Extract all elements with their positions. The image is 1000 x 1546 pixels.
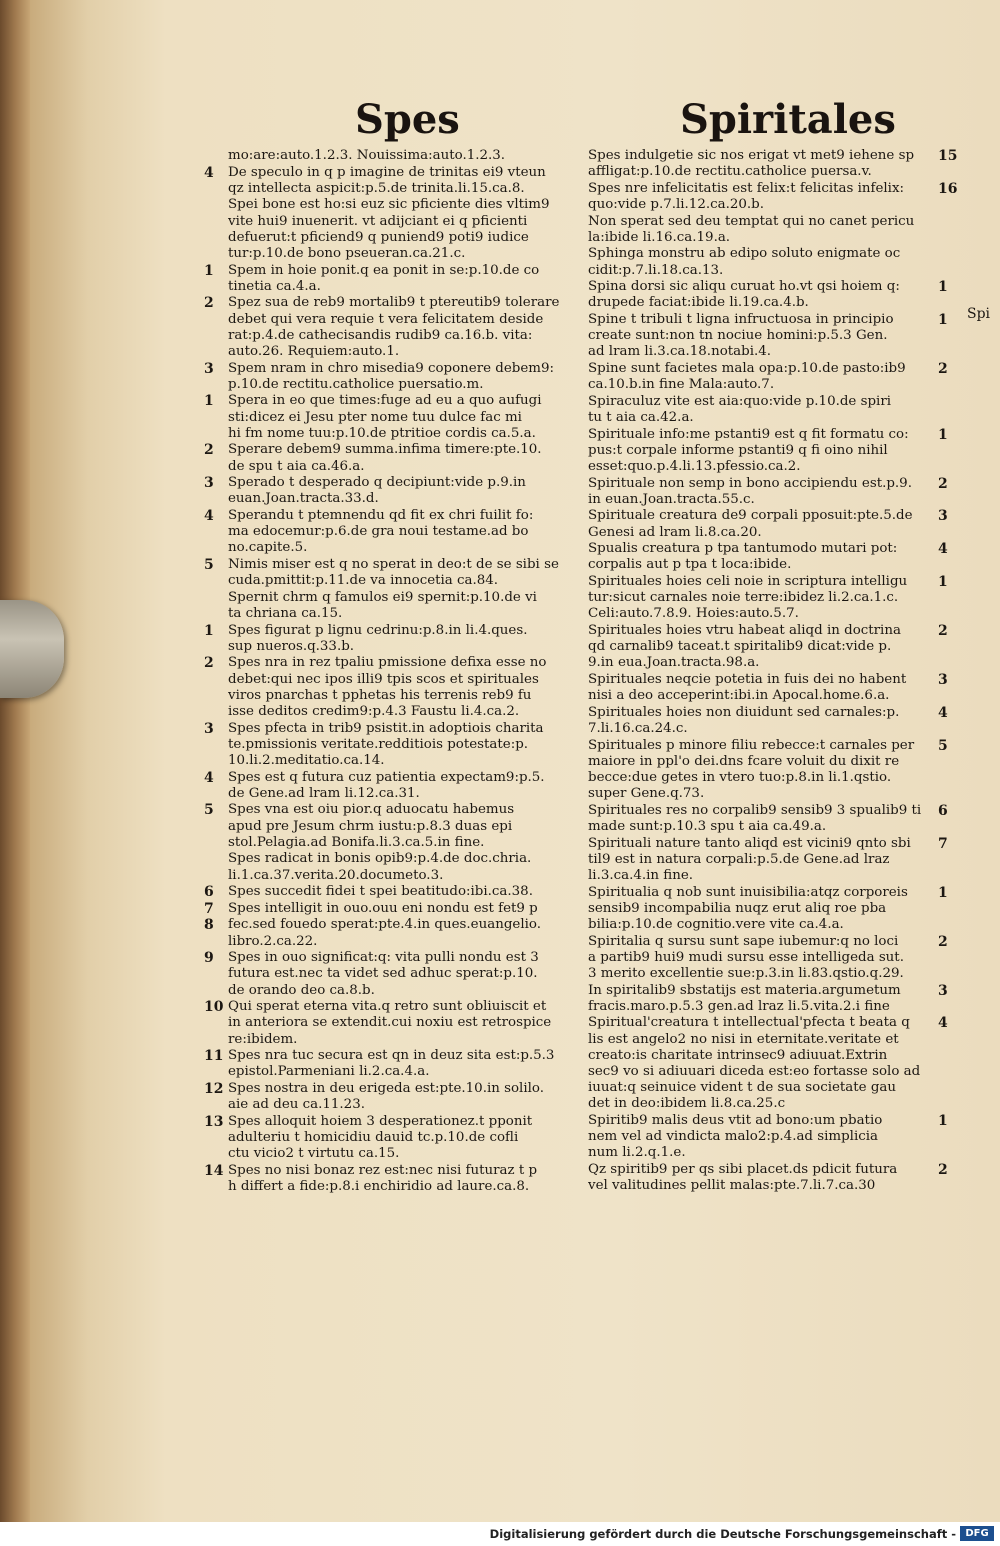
index-entry (588, 148, 958, 180)
index-entry (588, 1112, 948, 1162)
entry-number: 6 (938, 802, 948, 819)
index-entry (204, 950, 570, 999)
index-entry (228, 148, 570, 164)
entry-line: Spera in eo que times:fuge ad eu a quo aufugi (228, 393, 542, 409)
entry-number: 3 (204, 475, 214, 492)
entry-line: Non sperat sed deu temptat qui no canet pericu (588, 213, 915, 229)
index-entry (588, 508, 948, 540)
entry-line: Sperandu t ptemnendu qd fit ex chri fuilit fo: (228, 507, 534, 523)
entry-number: 1 (938, 884, 948, 901)
entry-line: Spiraculuz vite est aia:quo:vide p.10.de spiri (588, 393, 892, 409)
index-entry (588, 475, 948, 508)
entry-line: quo:vide p.7.li.12.ca.20.b. (588, 197, 764, 212)
entry-line: sti:dicez ei Jesu pter nome tuu dulce fac mi (228, 409, 522, 425)
index-entry (588, 311, 948, 361)
entry-line: Sphinga monstru ab edipo soluto enigmate oc (588, 246, 901, 262)
entry-line: 9.in eua.Joan.tracta.98.a. (588, 655, 760, 671)
entry-line: Qui sperat eterna vita.q retro sunt obliuiscit et (228, 999, 547, 1015)
entry-line: Spes intelligit in ouo.ouu eni nondu est fet9 p (228, 900, 538, 916)
entry-line: debet qui vera requie t vera felicitatem deside (228, 311, 544, 327)
entry-line: Spes pfecta in trib9 psistit.in adoptiois charita (228, 720, 544, 736)
entry-line: Spiritual'creatura t intellectual'pfecta t beata q (588, 1015, 910, 1031)
entry-line: Spina dorsi sic aliqu curuat ho.vt qsi hoiem q: (588, 279, 900, 295)
index-entry (588, 982, 948, 1015)
entry-line: Sperado t desperado q decipiunt:vide p.9.in (228, 475, 526, 491)
entry-line: adulteriu t homicidiu dauid tc.p.10.de cofli (228, 1129, 519, 1145)
entry-line: Spirituales neqcie potetia in fuis dei no habent (588, 671, 907, 687)
entry-line: fec.sed fouedo sperat:pte.4.in ques.euangelio. (228, 917, 541, 933)
index-entry (588, 246, 933, 278)
entry-line: de spu t aia ca.46.a. (228, 458, 365, 474)
entry-line: Spine sunt facietes mala opa:p.10.de pasto:ib9 (588, 360, 906, 376)
left-column (204, 148, 570, 1196)
index-entry (588, 1161, 948, 1194)
index-entry (588, 704, 948, 737)
index-entry (204, 475, 570, 507)
entry-line: rat:p.4.de cathecisandis rudib9 ca.16.b. vita: (228, 327, 533, 343)
entry-line: hi fm nome tuu:p.10.de ptritioe cordis ca.5.a. (228, 425, 536, 441)
entry-line: Spes nra tuc secura est qn in deuz sita est:p.5.3 (228, 1048, 555, 1064)
entry-number: 1 (204, 262, 214, 279)
entry-number: 2 (938, 1161, 948, 1178)
entry-line: cidit:p.7.li.18.ca.13. (588, 262, 724, 278)
entry-line: affligat:p.10.de rectitu.catholice puersa.v. (588, 164, 872, 180)
index-entry (204, 884, 570, 901)
entry-line: Spirituales p minore filiu rebecce:t carnales per (588, 737, 915, 753)
entry-line: euan.Joan.tracta.33.d. (228, 491, 379, 507)
entry-line: tinetia ca.4.a. (228, 278, 321, 294)
entry-line: isse deditos credim9:p.4.3 Faustu li.4.ca.2. (228, 703, 520, 719)
entry-line: Spine t tribuli t ligna infructuosa in principio (588, 311, 894, 327)
header-left: Spes (355, 96, 460, 143)
entry-line: a partib9 hui9 mudi sursu esse intelligeda sut. (588, 949, 904, 965)
entry-number: 4 (204, 164, 214, 181)
entry-line: epistol.Parmeniani li.2.ca.4.a. (228, 1064, 430, 1080)
entry-number: 15 (938, 148, 958, 164)
entry-number: 5 (938, 737, 948, 754)
entry-number: 4 (938, 1015, 948, 1032)
entry-line: debet:qui nec ipos illi9 tpis scos et spirituales (228, 671, 539, 687)
entry-line: til9 est in natura corpali:p.5.de Gene.ad lraz (588, 851, 890, 867)
index-entry (588, 214, 933, 246)
entry-line: Spirituales res no corpalib9 sensib9 3 spualib9 ti (588, 802, 922, 818)
index-entry (204, 1080, 570, 1113)
entry-line: Spes radicat in bonis opib9:p.4.de doc.chria. (228, 851, 532, 867)
entry-line: 7.li.16.ca.24.c. (588, 720, 688, 736)
entry-line: Spez sua de reb9 mortalib9 t ptereutib9 tolerare (228, 295, 560, 311)
entry-number: 1 (938, 311, 948, 328)
entry-line: Sperare debem9 summa.infima timere:pte.10. (228, 442, 542, 458)
margin-note: Spi (967, 306, 991, 322)
entry-number: 16 (938, 180, 958, 197)
entry-number: 7 (938, 835, 948, 852)
entry-line: re:ibidem. (228, 1031, 298, 1047)
entry-line: Spirituali nature tanto aliqd est vicini9 qnto sbi (588, 835, 911, 851)
entry-line: auto.26. Requiem:auto.1. (228, 344, 400, 359)
entry-line: Spei bone est ho:si euz sic pficiente dies vltim9 (228, 197, 550, 213)
entry-line: Nimis miser est q no sperat in deo:t de se sibi se (228, 556, 559, 572)
entry-line: te.pmissionis veritate.redditiois potestate:p. (228, 736, 529, 752)
entry-number: 3 (204, 720, 214, 737)
entry-line: nem vel ad vindicta malo2:p.4.ad simplicia (588, 1129, 879, 1145)
index-entry (204, 622, 570, 655)
entry-line: Spernit chrm q famulos ei9 spernit:p.10.de vi (228, 589, 537, 605)
entry-number: 2 (204, 295, 214, 312)
entry-line: no.capite.5. (228, 540, 308, 556)
entry-number: 1 (938, 279, 948, 296)
entry-line: Spes alloquit hoiem 3 desperationez.t pponit (228, 1113, 533, 1129)
entry-line: Spirituale creatura de9 corpali pposuit:pte.5.de (588, 508, 913, 524)
entry-line: becce:due getes in vtero tuo:p.8.in li.1.qstio. (588, 769, 892, 785)
index-entry (588, 933, 948, 983)
entry-line: Spes nra in rez tpaliu pmissione defixa esse no (228, 655, 547, 671)
entry-number: 1 (204, 393, 214, 410)
entry-line: cuda.pmittit:p.11.de va innocetia ca.84. (228, 573, 499, 589)
index-entry (588, 279, 948, 311)
entry-line: made sunt:p.10.3 spu t aia ca.49.a. (588, 818, 827, 834)
index-entry (204, 999, 570, 1048)
entry-line: in euan.Joan.tracta.55.c. (588, 491, 755, 507)
entry-number: 1 (938, 1112, 948, 1129)
index-entry (588, 622, 948, 672)
entry-line: de Gene.ad lram li.12.ca.31. (228, 785, 420, 801)
index-entry (228, 590, 570, 622)
index-entry (588, 802, 948, 835)
index-entry (204, 393, 570, 442)
index-entry (228, 197, 570, 262)
entry-line: tur:p.10.de bono pseueran.ca.21.c. (228, 246, 466, 261)
entry-number: 11 (204, 1048, 224, 1065)
entry-number: 4 (938, 541, 948, 558)
entry-line: defuerut:t pficiend9 q puniend9 poti9 iudice (228, 229, 529, 245)
entry-line: Spem nram in chro misedia9 coponere debem9: (228, 360, 555, 376)
entry-line: nisi a deo acceperint:ibi.in Apocal.home.6.a. (588, 688, 890, 704)
entry-number: 10 (204, 999, 224, 1016)
entry-line: Spem in hoie ponit.q ea ponit in se:p.10.de co (228, 262, 540, 278)
entry-line: det in deo:ibidem li.8.ca.25.c (588, 1096, 786, 1112)
entry-line: ad lram li.3.ca.18.notabi.4. (588, 344, 772, 360)
entry-line: ta chriana ca.15. (228, 605, 343, 621)
entry-number: 2 (204, 442, 214, 459)
entry-line: vel valitudines pellit malas:pte.7.li.7.ca.30 (588, 1178, 876, 1194)
entry-line: de orando deo ca.8.b. (228, 982, 375, 998)
entry-number: 13 (204, 1113, 224, 1130)
index-entry (204, 1113, 570, 1163)
entry-line: Spiritib9 malis deus vtit ad bono:um pbatio (588, 1112, 883, 1128)
entry-line: De speculo in q p imagine de trinitas ei9 vteun (228, 164, 546, 180)
index-entry (204, 262, 570, 295)
entry-number: 2 (938, 933, 948, 950)
index-entry (204, 802, 570, 851)
entry-line: Genesi ad lram li.8.ca.20. (588, 524, 762, 540)
footer-credit: Digitalisierung gefördert durch die Deutsche Forschungsgemeinschaft - (489, 1527, 956, 1541)
entry-line: li.3.ca.4.in fine. (588, 867, 694, 883)
entry-line: qz intellecta aspicit:p.5.de trinita.li.15.ca.8. (228, 180, 525, 196)
entry-line: Spirituales hoies celi noie in scriptura intelligu (588, 573, 908, 589)
entry-number: 3 (938, 508, 948, 525)
entry-line: Spes figurat p lignu cedrinu:p.8.in li.4.ques. (228, 622, 528, 638)
entry-line: Spes indulgetie sic nos erigat vt met9 iehene sp (588, 148, 915, 163)
entry-number: 4 (938, 704, 948, 721)
entry-line: sup nueros.q.33.b. (228, 638, 355, 654)
entry-number: 2 (938, 475, 948, 492)
entry-line: viros pnarchas t pphetas his terrenis reb9 fu (228, 687, 532, 703)
entry-line: stol.Pelagia.ad Bonifa.li.3.ca.5.in fine. (228, 834, 485, 850)
entry-number: 3 (938, 982, 948, 999)
index-entry (588, 573, 948, 623)
entry-line: Spirituales hoies vtru habeat aliqd in doctrina (588, 622, 901, 638)
entry-line: iuuat:q seinuice vident t de sua societate gau (588, 1080, 897, 1096)
entry-number: 3 (938, 671, 948, 688)
index-entry (588, 426, 948, 476)
entry-number: 1 (938, 426, 948, 443)
dfg-logo: DFG (960, 1526, 994, 1541)
entry-line: h differt a fide:p.8.i enchiridio ad laure.ca.8. (228, 1178, 530, 1194)
entry-line: Spes succedit fidei t spei beatitudo:ibi.ca.38. (228, 884, 533, 900)
header-right: Spiritales (680, 96, 896, 143)
entry-line: fracis.maro.p.5.3 gen.ad lraz li.5.vita.2.i fine (588, 998, 890, 1014)
index-entry (588, 884, 948, 934)
entry-line: 10.li.2.meditatio.ca.14. (228, 752, 385, 768)
index-entry (588, 835, 948, 885)
entry-line: Celi:auto.7.8.9. Hoies:auto.5.7. (588, 606, 799, 622)
index-entry (204, 507, 570, 557)
index-entry (204, 295, 570, 360)
entry-line: mo:are:auto.1.2.3. Nouissima:auto.1.2.3. (228, 148, 506, 163)
index-entry (588, 737, 948, 803)
index-entry (204, 769, 570, 802)
entry-line: libro.2.ca.22. (228, 933, 318, 949)
entry-line: Spes vna est oiu pior.q aduocatu habemus (228, 802, 515, 818)
entry-number: 2 (204, 655, 214, 672)
entry-line: 3 merito excellentie sue:p.3.in li.83.qstio.q.29. (588, 965, 904, 981)
entry-number: 4 (204, 769, 214, 786)
entry-number: 5 (204, 802, 214, 819)
index-entry (204, 360, 570, 393)
entry-line: Spirituale non semp in bono accipiendu est.p.9. (588, 475, 912, 491)
entry-line: li.1.ca.37.verita.20.documeto.3. (228, 867, 444, 883)
entry-number: 4 (204, 507, 214, 524)
entry-line: In spiritalib9 sbstatijs est materia.argumetum (588, 982, 901, 998)
entry-line: sec9 vo si adiuuari diceda est:eo fortasse solo ad (588, 1063, 921, 1079)
index-entry (204, 900, 570, 917)
entry-line: aie ad deu ca.11.23. (228, 1097, 365, 1113)
entry-number: 2 (938, 622, 948, 639)
right-column (588, 148, 958, 1195)
entry-line: pus:t corpale informe pstanti9 q fi oino nihil (588, 442, 888, 458)
index-entry (588, 671, 948, 704)
index-entry (204, 164, 570, 197)
entry-line: drupede faciat:ibide li.19.ca.4.b. (588, 295, 809, 311)
entry-number: 2 (938, 360, 948, 377)
entry-line: tu t aia ca.42.a. (588, 409, 694, 425)
entry-number: 9 (204, 950, 214, 967)
entry-line: corpalis aut p tpa t loca:ibide. (588, 557, 792, 573)
index-entry (204, 655, 570, 720)
index-entry (588, 1015, 948, 1112)
entry-line: super Gene.q.73. (588, 786, 705, 802)
entry-number: 7 (204, 900, 214, 917)
entry-line: creato:is charitate intrinsec9 adiuuat.Extrin (588, 1047, 888, 1063)
entry-line: p.10.de rectitu.catholice puersatio.m. (228, 376, 484, 392)
entry-line: la:ibide li.16.ca.19.a. (588, 229, 731, 245)
index-entry (588, 180, 958, 213)
index-entry (588, 360, 948, 393)
entry-number: 1 (938, 573, 948, 590)
footer-bar (0, 1522, 1000, 1546)
entry-line: futura est.nec ta videt sed adhuc sperat:p.10. (228, 966, 538, 982)
entry-line: esset:quo.p.4.li.13.pfessio.ca.2. (588, 458, 801, 474)
entry-line: Spirituale info:me pstanti9 est q fit formatu co: (588, 426, 909, 442)
index-entry (588, 394, 933, 426)
entry-line: Spes no nisi bonaz rez est:nec nisi futuraz t p (228, 1162, 538, 1178)
entry-line: ctu vicio2 t virtutu ca.15. (228, 1146, 400, 1162)
entry-number: 3 (204, 360, 214, 377)
index-entry (204, 1162, 570, 1195)
entry-line: ma edocemur:p.6.de gra noui testame.ad bo (228, 524, 529, 540)
entry-line: qd carnalib9 taceat.t spiritalib9 dicat:vide p. (588, 639, 892, 655)
entry-line: ca.10.b.in fine Mala:auto.7. (588, 377, 775, 393)
entry-number: 12 (204, 1080, 224, 1097)
entry-line: Spiritalia q sursu sunt sape iubemur:q no loci (588, 933, 899, 949)
entry-line: Spes in ouo significat:q: vita pulli nondu est 3 (228, 950, 539, 966)
entry-line: maiore in ppl'o dei.dns fcare voluit du dixit re (588, 753, 900, 769)
entry-line: Qz spiritib9 per qs sibi placet.ds pdicit futura (588, 1161, 898, 1177)
entry-line: Spes nre infelicitatis est felix:t felicitas infelix: (588, 180, 905, 196)
index-entry (228, 851, 570, 883)
book-clasp (0, 600, 64, 698)
entry-line: vite hui9 inuenerit. vt adijciant ei q pficienti (228, 213, 528, 229)
entry-line: apud pre Jesum chrm iustu:p.8.3 duas epi (228, 818, 513, 834)
entry-number: 6 (204, 884, 214, 901)
entry-line: bilia:p.10.de cognitio.vere vite ca.4.a. (588, 916, 844, 932)
entry-line: Spes nostra in deu erigeda est:pte.10.in solilo. (228, 1080, 544, 1096)
index-entry (204, 442, 570, 474)
entry-line: Spes est q futura cuz patientia expectam9:p.5. (228, 769, 545, 785)
index-entry (204, 556, 570, 589)
index-entry (204, 720, 570, 770)
entry-line: num li.2.q.1.e. (588, 1145, 686, 1161)
index-entry (204, 1048, 570, 1080)
entry-number: 5 (204, 556, 214, 573)
entry-line: create sunt:non tn nociue homini:p.5.3 Gen. (588, 328, 888, 344)
entry-number: 14 (204, 1162, 224, 1179)
entry-line: in anteriora se extendit.cui noxiu est retrospice (228, 1015, 552, 1031)
entry-line: Spualis creatura p tpa tantumodo mutari pot: (588, 541, 898, 557)
index-entry (204, 917, 570, 949)
entry-line: Spiritualia q nob sunt inuisibilia:atqz corporeis (588, 884, 908, 900)
entry-line: lis est angelo2 no nisi in eternitate.veritate et (588, 1031, 899, 1047)
entry-number: 8 (204, 917, 214, 934)
index-entry (588, 541, 948, 573)
entry-line: sensib9 incompabilia nuqz erut aliq roe pba (588, 900, 887, 916)
entry-number: 1 (204, 622, 214, 639)
entry-line: Spirituales hoies non diuidunt sed carnales:p. (588, 704, 900, 720)
entry-line: tur:sicut carnales noie terre:ibidez li.2.ca.1.c. (588, 590, 899, 606)
